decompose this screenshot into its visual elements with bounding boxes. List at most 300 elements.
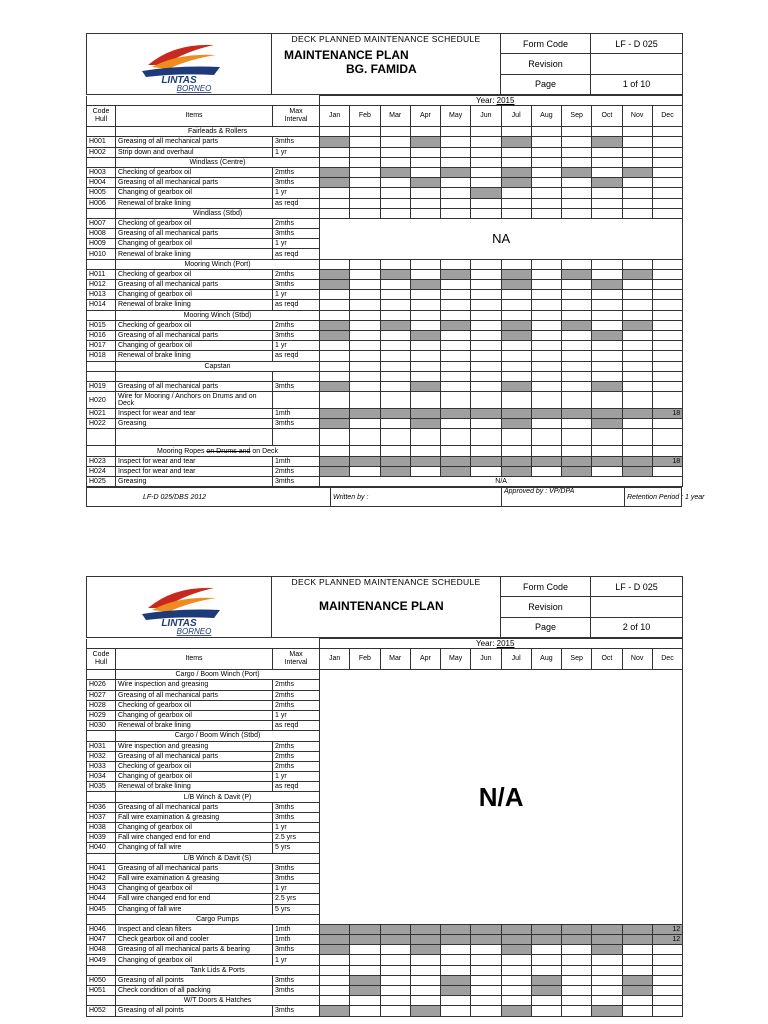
task-row [87,945,683,955]
month-cell [471,290,501,300]
month-cell [471,955,501,965]
month-cell [501,409,531,419]
month-cell [441,351,471,361]
ship-logo-icon [134,35,224,91]
month-cell [410,996,440,1006]
item-cell [116,429,273,446]
month-cell [410,371,440,381]
month-cell [320,208,350,218]
page-label: Page [501,74,591,94]
code-cell [87,914,116,924]
interval-cell: 3mths [273,477,320,487]
year-blank [87,96,320,106]
month-cell [380,208,410,218]
month-cell [592,945,622,955]
month-cell [622,167,652,177]
month-cell [410,381,440,391]
code-cell: H012 [87,280,116,290]
task-row [87,280,683,290]
month-header-dec: Dec [652,649,682,670]
month-cell [350,320,380,330]
month-cell [320,280,350,290]
month-cell [622,341,652,351]
month-cell [471,935,501,945]
code-cell: H048 [87,945,116,955]
month-cell [471,392,501,409]
month-cell [380,955,410,965]
code-cell: H030 [87,721,116,731]
schedule-grid [86,638,683,1017]
item-cell: Greasing of all mechanical parts [116,137,273,147]
code-cell: H015 [87,320,116,330]
month-cell [471,965,501,975]
month-cell [531,167,561,177]
item-cell: Changing of gearbox oil [116,341,273,351]
month-cell [531,446,561,456]
item-cell: Greasing of all mechanical parts [116,381,273,391]
month-cell [592,188,622,198]
code-cell [87,670,116,680]
month-cell [471,945,501,955]
month-cell [471,371,501,381]
interval-cell: 1mth [273,935,320,945]
month-cell [410,127,440,137]
month-cell [320,167,350,177]
logo-cell [87,34,272,95]
item-cell: Greasing of all mechanical parts [116,229,273,239]
month-cell [320,137,350,147]
month-cell [410,351,440,361]
code-cell: H049 [87,955,116,965]
month-cell [410,955,440,965]
month-cell [531,429,561,446]
code-cell [87,157,116,167]
item-cell: Inspect for wear and tear [116,409,273,419]
month-header-dec: Dec [652,106,682,127]
month-cell [652,466,682,476]
month-cell [441,147,471,157]
interval-cell: 1 yr [273,341,320,351]
month-cell [350,290,380,300]
task-row [87,456,683,466]
month-cell [471,975,501,985]
interval-cell: 2mths [273,269,320,279]
month-cell [410,259,440,269]
month-cell [531,259,561,269]
month-cell [562,178,592,188]
month-cell [501,446,531,456]
month-cell [320,147,350,157]
month-cell [622,300,652,310]
month-cell [350,300,380,310]
month-cell [441,409,471,419]
month-cell [592,198,622,208]
month-cell [410,965,440,975]
schedule-grid [86,95,683,487]
month-cell [350,965,380,975]
month-cell [562,924,592,934]
month-cell [471,986,501,996]
code-cell [87,361,116,371]
month-header-jul: Jul [501,106,531,127]
month-cell [410,409,440,419]
na-cell: N/A [320,477,683,487]
interval-cell: 3mths [273,330,320,340]
month-cell [471,351,501,361]
month-cell [562,300,592,310]
month-cell [622,259,652,269]
svg-text:BORNEO: BORNEO [176,627,212,636]
month-cell [410,300,440,310]
month-cell [380,167,410,177]
month-cell [652,269,682,279]
month-cell [562,351,592,361]
month-cell [350,127,380,137]
month-cell [380,419,410,429]
blank-row [87,429,683,446]
month-cell [622,157,652,167]
column-header-row [87,106,683,127]
month-cell [501,188,531,198]
month-cell [622,127,652,137]
month-cell [501,167,531,177]
month-cell [652,986,682,996]
month-cell [501,1006,531,1016]
month-cell [501,392,531,409]
task-row [87,300,683,310]
code-cell [87,446,116,456]
month-cell [592,381,622,391]
month-cell [501,341,531,351]
month-cell [441,446,471,456]
month-cell [320,371,350,381]
month-cell [441,975,471,985]
month-cell [652,955,682,965]
doc-reference: LF-D 025/DBS 2012 [87,488,331,507]
year-value: 2015 [496,96,515,106]
month-cell [320,446,350,456]
month-cell [622,310,652,320]
section-title: L/B Winch & Davit (P) [116,792,320,802]
interval-cell: 1 yr [273,710,320,720]
month-header-oct: Oct [592,106,622,127]
month-cell [410,924,440,934]
month-cell [410,361,440,371]
month-cell [441,157,471,167]
month-cell [622,351,652,361]
month-cell [501,208,531,218]
month-cell [380,456,410,466]
code-cell: H006 [87,198,116,208]
month-cell [441,188,471,198]
interval-cell: 1 yr [273,955,320,965]
task-row [87,178,683,188]
month-cell [562,419,592,429]
task-row [87,188,683,198]
month-cell [531,935,561,945]
month-cell [652,446,682,456]
month-cell [592,137,622,147]
interval-cell: as reqd [273,300,320,310]
month-cell [562,320,592,330]
task-row [87,147,683,157]
month-cell [380,945,410,955]
vessel-name: BG. FAMIDA [346,62,417,76]
month-cell [531,137,561,147]
month-cell [350,330,380,340]
month-cell [531,178,561,188]
month-cell [471,1006,501,1016]
interval-cell: as reqd [273,249,320,259]
month-cell [441,381,471,391]
task-row [87,330,683,340]
item-cell: Strip down and overhaul [116,147,273,157]
code-cell [87,127,116,137]
month-header-oct: Oct [592,649,622,670]
month-cell [441,419,471,429]
month-cell [350,381,380,391]
month-cell [441,320,471,330]
task-row [87,955,683,965]
month-cell [501,996,531,1006]
month-cell [592,429,622,446]
month-cell [562,127,592,137]
task-row [87,320,683,330]
month-cell [562,945,592,955]
item-cell: Renewal of brake lining [116,249,273,259]
month-cell [501,300,531,310]
month-cell [380,924,410,934]
month-cell [441,198,471,208]
month-cell [531,269,561,279]
code-cell [87,792,116,802]
month-cell [531,147,561,157]
item-cell: Checking of gearbox oil [116,218,273,228]
month-cell [471,208,501,218]
schedule-title: DECK PLANNED MAINTENANCE SCHEDULE [291,577,481,587]
page-label: Page [501,617,591,637]
month-cell [380,259,410,269]
ship-logo-icon [134,578,224,634]
month-cell [652,975,682,985]
section-row [87,157,683,167]
month-cell [501,259,531,269]
month-cell [441,269,471,279]
month-cell [350,351,380,361]
month-cell [501,945,531,955]
month-cell [652,290,682,300]
code-cell: H004 [87,178,116,188]
section-title: Cargo / Boom Winch (Stbd) [116,731,320,741]
month-cell: 12 [652,924,682,934]
month-cell [350,409,380,419]
month-cell [652,280,682,290]
month-cell [410,1006,440,1016]
month-cell [622,320,652,330]
month-cell [592,986,622,996]
month-cell [380,269,410,279]
month-cell [320,986,350,996]
task-row [87,198,683,208]
month-cell [562,310,592,320]
month-cell [562,208,592,218]
task-row [87,935,683,945]
month-header-nov: Nov [622,106,652,127]
code-cell [87,310,116,320]
month-cell [501,986,531,996]
month-cell [380,320,410,330]
code-cell: H035 [87,782,116,792]
month-cell [592,280,622,290]
code-cell: H041 [87,863,116,873]
item-cell: Check condition of all packing [116,986,273,996]
month-cell [471,996,501,1006]
task-row [87,975,683,985]
month-cell [471,137,501,147]
month-cell [350,1006,380,1016]
task-row [87,351,683,361]
section-row [87,361,683,371]
month-cell [622,381,652,391]
month-cell [501,320,531,330]
month-cell [531,975,561,985]
month-cell [652,178,682,188]
month-cell [441,259,471,269]
month-cell [531,456,561,466]
item-cell: Changing of gearbox oil [116,188,273,198]
month-header-jan: Jan [320,106,350,127]
month-cell [320,127,350,137]
month-cell [471,924,501,934]
code-cell: H017 [87,341,116,351]
month-cell [441,290,471,300]
month-cell [622,955,652,965]
month-cell [501,351,531,361]
section-row [87,310,683,320]
month-cell [531,945,561,955]
task-row [87,986,683,996]
code-cell [87,731,116,741]
interval-cell: 1 yr [273,823,320,833]
month-header-feb: Feb [350,649,380,670]
month-cell [380,392,410,409]
month-cell [501,269,531,279]
month-cell [441,137,471,147]
month-cell [350,955,380,965]
interval-cell: as reqd [273,198,320,208]
month-cell [320,300,350,310]
retention-period: Retention Period : 1 year [625,488,682,507]
month-cell [320,361,350,371]
month-cell [350,945,380,955]
month-cell [410,320,440,330]
month-cell [320,965,350,975]
month-cell [531,965,561,975]
interval-cell: 3mths [273,812,320,822]
month-cell [562,157,592,167]
month-cell [652,188,682,198]
task-row [87,218,683,228]
month-cell [350,341,380,351]
month-cell [652,965,682,975]
month-cell [410,167,440,177]
interval-cell: 5 yrs [273,843,320,853]
month-header-mar: Mar [380,106,410,127]
item-cell: Changing of gearbox oil [116,772,273,782]
code-cell: H045 [87,904,116,914]
section-title: Capstan [116,361,320,371]
item-cell: Changing of gearbox oil [116,239,273,249]
month-cell [410,945,440,955]
task-row [87,409,683,419]
interval-cell: 2mths [273,680,320,690]
month-cell [562,429,592,446]
code-cell [87,259,116,269]
month-cell [622,330,652,340]
month-cell [410,208,440,218]
month-cell [562,188,592,198]
blank-row [87,371,683,381]
item-cell: Changing of gearbox oil [116,290,273,300]
interval-cell: 1 yr [273,772,320,782]
month-cell [562,137,592,147]
item-cell: Greasing of all mechanical parts [116,330,273,340]
month-cell [652,996,682,1006]
month-cell: 18 [652,409,682,419]
section-row [87,996,683,1006]
month-cell [622,188,652,198]
code-cell: H052 [87,1006,116,1016]
code-cell: H026 [87,680,116,690]
year-label: Year: [476,96,497,106]
code-cell: H039 [87,833,116,843]
month-cell [592,341,622,351]
month-cell [562,1006,592,1016]
interval-cell: 3mths [273,229,320,239]
month-cell [441,280,471,290]
max-interval-header: Max Interval [273,106,320,127]
month-cell [350,975,380,985]
year-label: Year: [476,639,497,649]
month-cell [652,341,682,351]
month-header-sep: Sep [562,106,592,127]
item-cell: Changing of gearbox oil [116,823,273,833]
month-cell [410,466,440,476]
interval-cell: as reqd [273,782,320,792]
month-cell [410,330,440,340]
company-logo [89,578,269,636]
task-row [87,269,683,279]
svg-text:LINTAS: LINTAS [161,618,197,629]
month-cell [471,157,501,167]
code-cell: H036 [87,802,116,812]
interval-cell: as reqd [273,351,320,361]
month-cell [501,198,531,208]
item-cell: Renewal of brake lining [116,351,273,361]
month-cell [410,157,440,167]
month-cell [350,208,380,218]
month-cell [350,419,380,429]
month-cell [320,419,350,429]
month-cell [471,310,501,320]
month-cell [501,429,531,446]
code-cell: H023 [87,456,116,466]
item-cell: Inspect for wear and tear [116,456,273,466]
code-cell: H019 [87,381,116,391]
month-cell [622,280,652,290]
month-cell [410,280,440,290]
interval-cell: 2mths [273,741,320,751]
